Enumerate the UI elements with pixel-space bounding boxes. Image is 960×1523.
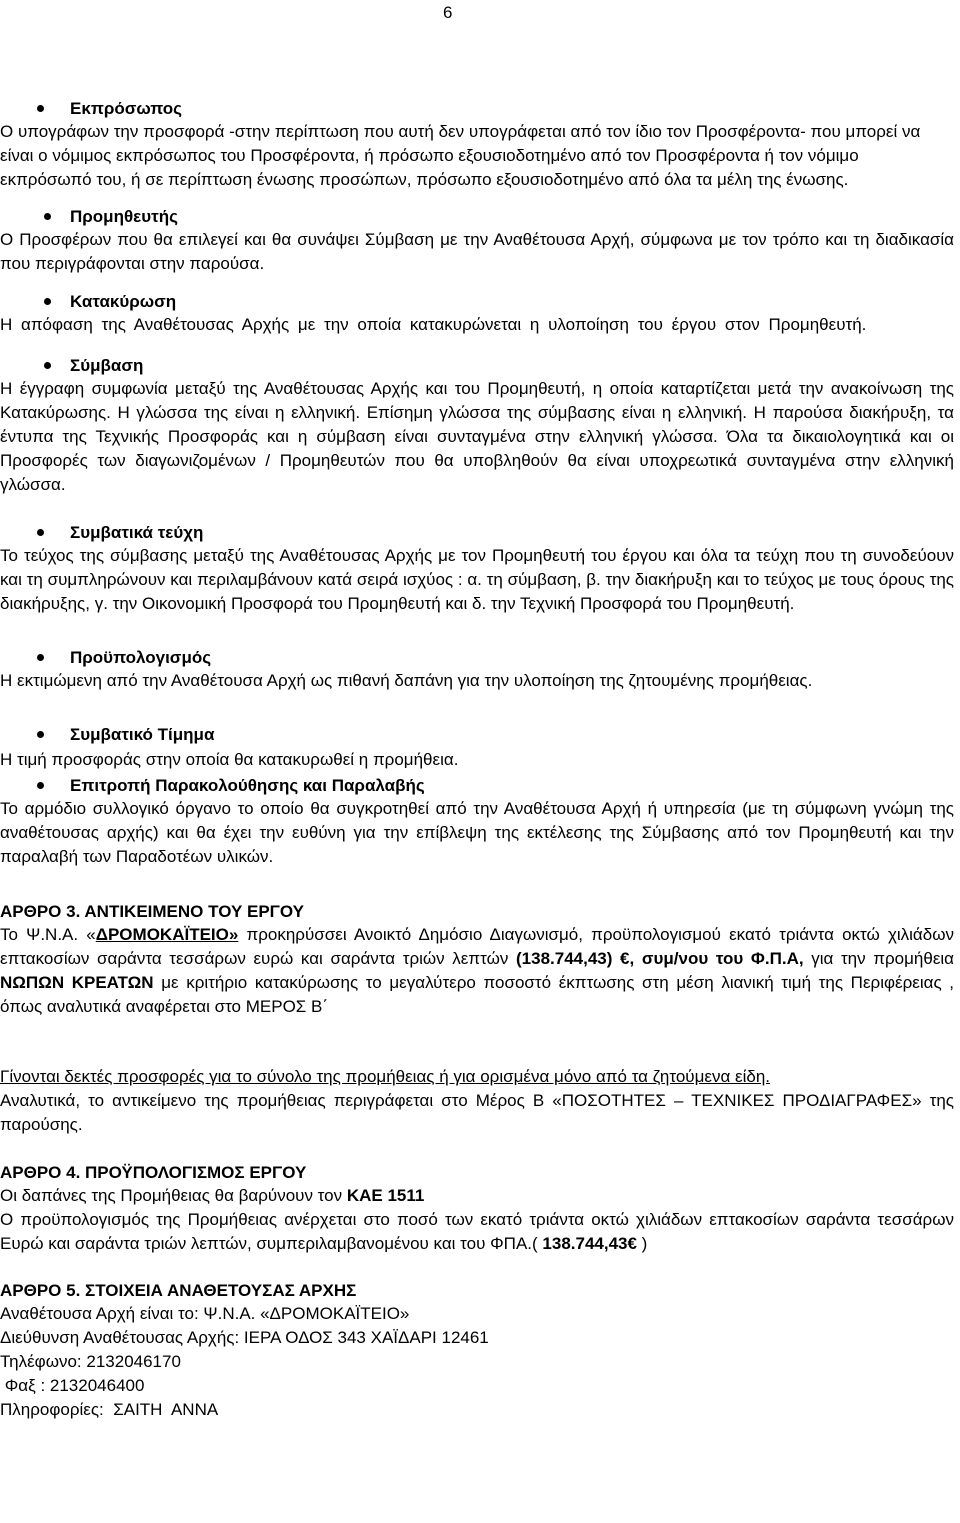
definition-title: Επιτροπή Παρακολούθησης και Παραλαβής [70, 776, 425, 795]
bullet-icon [37, 529, 44, 536]
definition-text: Η έγγραφη συμφωνία μεταξύ της Αναθέτουσας Αρχής και του Προμηθευτή, η οποία καταρτίζεται μετά την ανακοίνωση της Κατακύρωσης. Η γλώσσα της είναι η ελληνική. Επίσημη γλώσσα της σύμβασης είναι η ελληνική. Η παρούσα διακήρυξη, τα έντυπα της Τεχνικής Προσφοράς και η σύμβαση είναι συνταγμένα στην ελληνική γλώσσα. Όλα τα δικαιολογητικά και οι Προσφορές των διαγωνιζομένων / Προμηθευτών που θα υποβληθούν θα είναι υποχρεωτικά συνταγμένα στην ελληνική γλώσσα. [0, 379, 954, 494]
fax-line: Φαξ : 2132046400 [0, 1376, 145, 1395]
article-title: ΑΡΘΡΟ 3. ΑΝΤΙΚΕΙΜΕΝΟ ΤΟΥ ΕΡΓΟΥ [0, 902, 304, 921]
text-run: (138.744,43) €, συμ/νου του Φ.Π.Α, [516, 949, 804, 968]
definition-text: Το αρμόδιο συλλογικό όργανο το οποίο θα συγκροτηθεί από την Αναθέτουσα Αρχή ή υπηρεσία (με τη σύμφωνη γνώμη της αναθέτουσας αρχής) και θα έχει την ευθύνη για την επίβλεψη της εκτέλεσης της Σύμβασης από τον Προμηθευτή και την παραλαβή των Παραδοτέων υλικών. [0, 799, 954, 866]
text-run: Ο προϋπολογισμός της Προμήθειας ανέρχεται στο ποσό των εκατό τριάντα οκτώ χιλιάδων επτακοσίων σαράντα τεσσάρων Ευρώ και σαράντα τριών λεπτών, συμπεριλαμβανομένου και του ΦΠΑ.( [0, 1210, 954, 1253]
definition-title: Προϋπολογισμός [70, 648, 212, 667]
article-paragraph [0, 923, 954, 1019]
article-4 [0, 1161, 954, 1256]
definition-budget [0, 646, 954, 693]
text-run: ΝΩΠΩΝ ΚΡΕΑΤΩΝ [0, 973, 154, 992]
definition-contract-price [0, 723, 954, 772]
definition-text: Ο υπογράφων την προσφορά -στην περίπτωση που αυτή δεν υπογράφεται από τον ίδιο τον Προσφέροντα- που μπορεί να είναι ο νόμιμος εκπρόσωπος του Προσφέροντα, ή πρόσωπο εξουσιοδοτημένο από τον Προσφέροντα ή τον νόμιμο εκπρόσωπό του, ή σε περίπτωση ένωσης προσώπων, πρόσωπο εξουσιοδοτημένο από όλα τα μέλη της ένωσης. [0, 122, 921, 189]
bullet-icon [37, 731, 44, 738]
text-run: με κριτήριο κατακύρωσης το μεγαλύτερο ποσοστό έκπτωσης στη μέση λιανική τιμή της Περιφέρειας , όπως αναλυτικά αναφέρεται στο ΜΕΡΟΣ Β΄ [0, 973, 954, 1016]
text-run: ) [636, 1234, 648, 1253]
definition-text: Η τιμή προσφοράς στην οποία θα κατακυρωθεί η προμήθεια. [0, 750, 459, 769]
bullet-icon [44, 362, 51, 369]
definition-title: Σύμβαση [70, 356, 144, 375]
definition-text: Ο Προσφέρων που θα επιλεγεί και θα συνάψει Σύμβαση με την Αναθέτουσα Αρχή, σύμφωνα με τον τρόπο και τη διαδικασία που περιγράφονται στην παρούσα. [0, 230, 954, 273]
address-line: Διεύθυνση Αναθέτουσας Αρχής: ΙΕΡΑ ΟΔΟΣ 343 ΧΑΪΔΑΡΙ 12461 [0, 1328, 489, 1347]
definition-award [0, 290, 954, 337]
article-paragraph [0, 1208, 954, 1256]
phone-line: Τηλέφωνο: 2132046170 [0, 1352, 181, 1371]
text-run: προκηρύσσει Ανοικτό Δημόσιο Διαγωνισμό, προϋπολογισμού εκατό τριάντα οκτώ χιλιάδων επτακοσίων σαράντα τεσσάρων ευρώ και σαράντα τριών λεπτών [0, 925, 954, 968]
info-line: Πληροφορίες: ΣΑΙΤΗ ΑΝΝΑ [0, 1400, 219, 1419]
authority-line: Αναθέτουσα Αρχή είναι το: Ψ.Ν.Α. «ΔΡΟΜΟΚΑΪΤΕΙΟ» [0, 1304, 410, 1323]
article-3 [0, 900, 954, 1137]
article-line [0, 1184, 954, 1208]
document-body [0, 97, 954, 1422]
definition-representative [0, 97, 954, 192]
definition-title: Κατακύρωση [70, 292, 177, 311]
text-run: Το Ψ.Ν.Α. « [0, 925, 96, 944]
text-run: για την προμήθεια [803, 949, 955, 968]
article-title: ΑΡΘΡΟ 5. ΣΤΟΙΧΕΙΑ ΑΝΑΘΕΤΟΥΣΑΣ ΑΡΧΗΣ [0, 1281, 357, 1300]
text-run: ΚΑΕ 1511 [346, 1186, 425, 1205]
bullet-icon [44, 213, 51, 220]
bullet-icon [37, 782, 44, 789]
text-run: ΔΡΟΜΟΚΑΪΤΕΙΟ» [95, 925, 239, 944]
text-run: Οι δαπάνες της Προμήθειας θα βαρύνουν τον [0, 1186, 347, 1205]
bullet-icon [37, 105, 44, 112]
bullet-icon [44, 298, 51, 305]
definition-supplier [0, 205, 954, 276]
definition-acceptance-committee [0, 774, 954, 869]
page-number: 6 [443, 3, 453, 22]
definition-title: Συμβατικό Τίμημα [70, 725, 215, 744]
definition-title: Συμβατικά τεύχη [70, 523, 204, 542]
article-title: ΑΡΘΡΟ 4. ΠΡΟΫΠΟΛΟΓΙΣΜΟΣ ΕΡΓΟΥ [0, 1163, 307, 1182]
definition-text: Η εκτιμώμενη από την Αναθέτουσα Αρχή ως πιθανή δαπάνη για την υλοποίηση της ζητουμένης προμήθειας. [0, 671, 813, 690]
definition-contract-documents [0, 521, 954, 616]
article-5 [0, 1279, 954, 1422]
bullet-icon [37, 654, 44, 661]
definition-title: Εκπρόσωπος [70, 99, 183, 118]
definition-text: Η απόφαση της Αναθέτουσας Αρχής με την οποία κατακυρώνεται η υλοποίηση του έργου στον Προμηθευτή. [0, 315, 867, 334]
definition-contract [0, 354, 954, 497]
text-run: 138.744,43€ [542, 1234, 637, 1253]
definition-text: Το τεύχος της σύμβασης μεταξύ της Αναθέτουσας Αρχής με τον Προμηθευτή του έργου και όλα τα τεύχη που τη συνοδεύουν και τη συμπληρώνουν και περιλαμβάνουν κατά σειρά ισχύος : α. τη σύμβαση, β. την διακήρυξη και το τεύχος με τους όρους της διακήρυξης, γ. την Οικονομική Προσφορά του Προμηθευτή και δ. την Τεχνική Προσφορά του Προμηθευτή. [0, 546, 954, 613]
definition-title: Προμηθευτής [70, 207, 178, 226]
article-paragraph: Αναλυτικά, το αντικείμενο της προμήθειας περιγράφεται στο Μέρος Β «ΠΟΣΟΤΗΤΕΣ – ΤΕΧΝΙΚΕΣ ΠΡΟΔΙΑΓΡΑΦΕΣ» της παρούσης. [0, 1091, 954, 1134]
underlined-notice: Γίνονται δεκτές προσφορές για το σύνολο της προμήθειας ή για ορισμένα μόνο από τα ζητούμενα είδη. [0, 1067, 771, 1086]
